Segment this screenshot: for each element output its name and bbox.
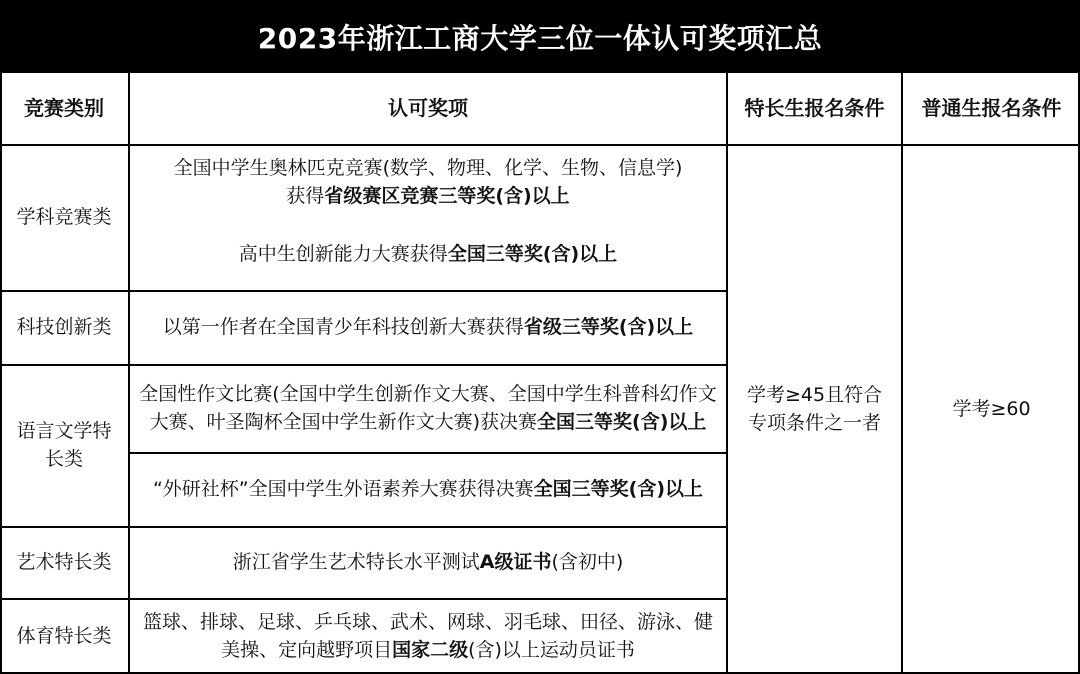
award-olympiad — [130, 148, 726, 218]
award-tech-pre: 以第一作者在全国青少年科技创新大赛获得 — [162, 316, 524, 339]
award-essay-contest — [130, 366, 726, 452]
award-art-pre: 浙江省学生艺术特长水平测试 — [232, 551, 480, 574]
category-tech-innovation: 科技创新类 — [16, 316, 112, 339]
award-innovation-bold: 全国三等奖(含)以上 — [447, 243, 618, 266]
award-art-bold: A级证书 — [479, 551, 552, 574]
award-essay-pre: 全国性作文比赛(全国中学生创新作文大赛、全国中学生科普科幻作文大赛、叶圣陶杯全国中学生新作文大赛)获决赛 — [139, 383, 717, 433]
category-language-literature: 语言文学特长类 — [16, 420, 112, 470]
award-sports-post: (含)以上运动员证书 — [468, 639, 635, 661]
header-category: 竞赛类别 — [24, 96, 104, 120]
award-tech-innovation — [130, 292, 726, 364]
category-art: 艺术特长类 — [16, 551, 112, 574]
header-special-condition: 特长生报名条件 — [744, 96, 885, 120]
special-condition: 学考≥45且符合专项条件之一者 — [746, 384, 883, 434]
category-sports: 体育特长类 — [16, 625, 112, 648]
category-subject-competition: 学科竞赛类 — [16, 206, 112, 229]
award-olympiad-bold: 省级赛区竞赛三等奖(含)以上 — [324, 185, 570, 207]
award-olympiad-pre: 获得 — [286, 185, 325, 207]
award-olympiad-line1: 全国中学生奥林匹克竞赛(数学、物理、化学、生物、信息学) — [173, 157, 683, 180]
header-general-condition: 普通生报名条件 — [921, 96, 1062, 120]
award-language-post: (含)以上 — [628, 478, 704, 501]
award-language-pre: “外研社杯”全国中学生外语素养大赛获得决赛 — [152, 478, 534, 501]
header-award: 认可奖项 — [388, 96, 468, 120]
award-innovation-pre: 高中生创新能力大赛获得 — [238, 243, 448, 266]
award-tech-bold: 省级三等奖(含)以上 — [523, 316, 694, 339]
award-sports-bold: 国家二级 — [392, 639, 469, 661]
award-essay-bold: 全国三等奖(含)以上 — [537, 411, 707, 433]
award-innovation-contest — [130, 222, 726, 288]
award-foreign-language — [130, 454, 726, 526]
award-art-post: (含初中) — [551, 551, 624, 574]
award-language-bold: 全国三等奖 — [533, 478, 629, 501]
page-title: 2023年浙江工商大学三位一体认可奖项汇总 — [0, 0, 1080, 73]
award-sports-pre: 篮球、排球、足球、乒乓球、武术、网球、羽毛球、田径、游泳、健美操、定向越野项目 — [142, 611, 713, 661]
award-sports-certificate — [130, 600, 726, 674]
award-art-test — [130, 528, 726, 598]
general-condition: 学考≥60 — [952, 398, 1031, 421]
